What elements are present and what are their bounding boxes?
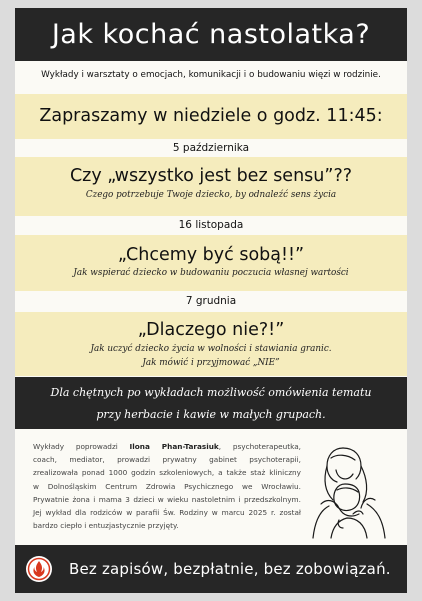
footer-slogan: Bez zapisów, bezpłatnie, bez zobowiązań. xyxy=(69,560,391,578)
poster xyxy=(15,8,407,593)
bio-line-1-rest: , psychoterapeutka, xyxy=(218,442,301,451)
bio-line-2: coach, mediator, prowadzi prywatny gabinet psychoterapii, xyxy=(33,455,301,465)
event-title-3: „Dlaczego nie?!” xyxy=(137,320,285,340)
speaker-bio xyxy=(33,440,301,532)
bio-line-3: zrealizowała ponad 1000 godzin szkoleniowych, a także staż kliniczny xyxy=(33,468,301,478)
event-date-2: 16 listopada xyxy=(178,219,244,231)
event-subtitle-1: Czego potrzebuje Twoje dziecko, by odnaleźć sens życia xyxy=(85,190,337,200)
invite-text: Zapraszamy w niedziele o godz. 11:45: xyxy=(39,106,383,126)
event-title-1: Czy „wszystko jest bez sensu”?? xyxy=(69,166,353,186)
info-line-2: przy herbacie i kawie w małych grupach. xyxy=(96,408,326,421)
bio-line-4: w Dolnośląskim Centrum Zdrowia Psychicznego we Wrocławiu. xyxy=(33,481,301,491)
bio-prefix: Wykłady poprowadzi xyxy=(33,442,130,451)
event-date-3: 7 grudnia xyxy=(185,295,237,307)
event-subtitle-3b: Jak mówić i przyjmować „NIE” xyxy=(142,358,280,368)
event-date-1: 5 października xyxy=(172,142,250,154)
event-title-2: „Chcemy być sobą!!” xyxy=(117,245,305,265)
parish-logo-icon xyxy=(25,555,53,583)
bio-line-1 xyxy=(33,440,301,453)
speaker-name: Ilona Phan-Tarasiuk xyxy=(129,442,219,451)
header-bar xyxy=(15,8,407,61)
bio-line-5: Prywatnie żona i mama 3 dzieci w wieku nastoletnim i przedszkolnym. xyxy=(33,494,301,504)
info-line-1: Dla chętnych po wykładach możliwość omówienia tematu xyxy=(50,386,372,399)
event-subtitle-3a: Jak uczyć dziecko życia w wolności i stawiania granic. xyxy=(90,344,332,354)
info-box xyxy=(15,377,407,429)
parent-child-hug-illustration xyxy=(303,440,395,540)
bio-line-6: Jej wykład dla rodziców w parafii Św. Rodziny w marcu 2025 r. został xyxy=(33,508,301,518)
poster-title: Jak kochać nastolatka? xyxy=(51,19,371,50)
event-subtitle-2: Jak wspierać dziecko w budowaniu poczucia własnej wartości xyxy=(73,268,349,278)
bio-line-7: bardzo ciepło i entuzjastycznie przyjęty. xyxy=(33,521,179,531)
footer-bar xyxy=(15,545,407,593)
poster-subtitle: Wykłady i warsztaty o emocjach, komunikacji i o budowaniu więzi w rodzinie. xyxy=(41,70,381,80)
